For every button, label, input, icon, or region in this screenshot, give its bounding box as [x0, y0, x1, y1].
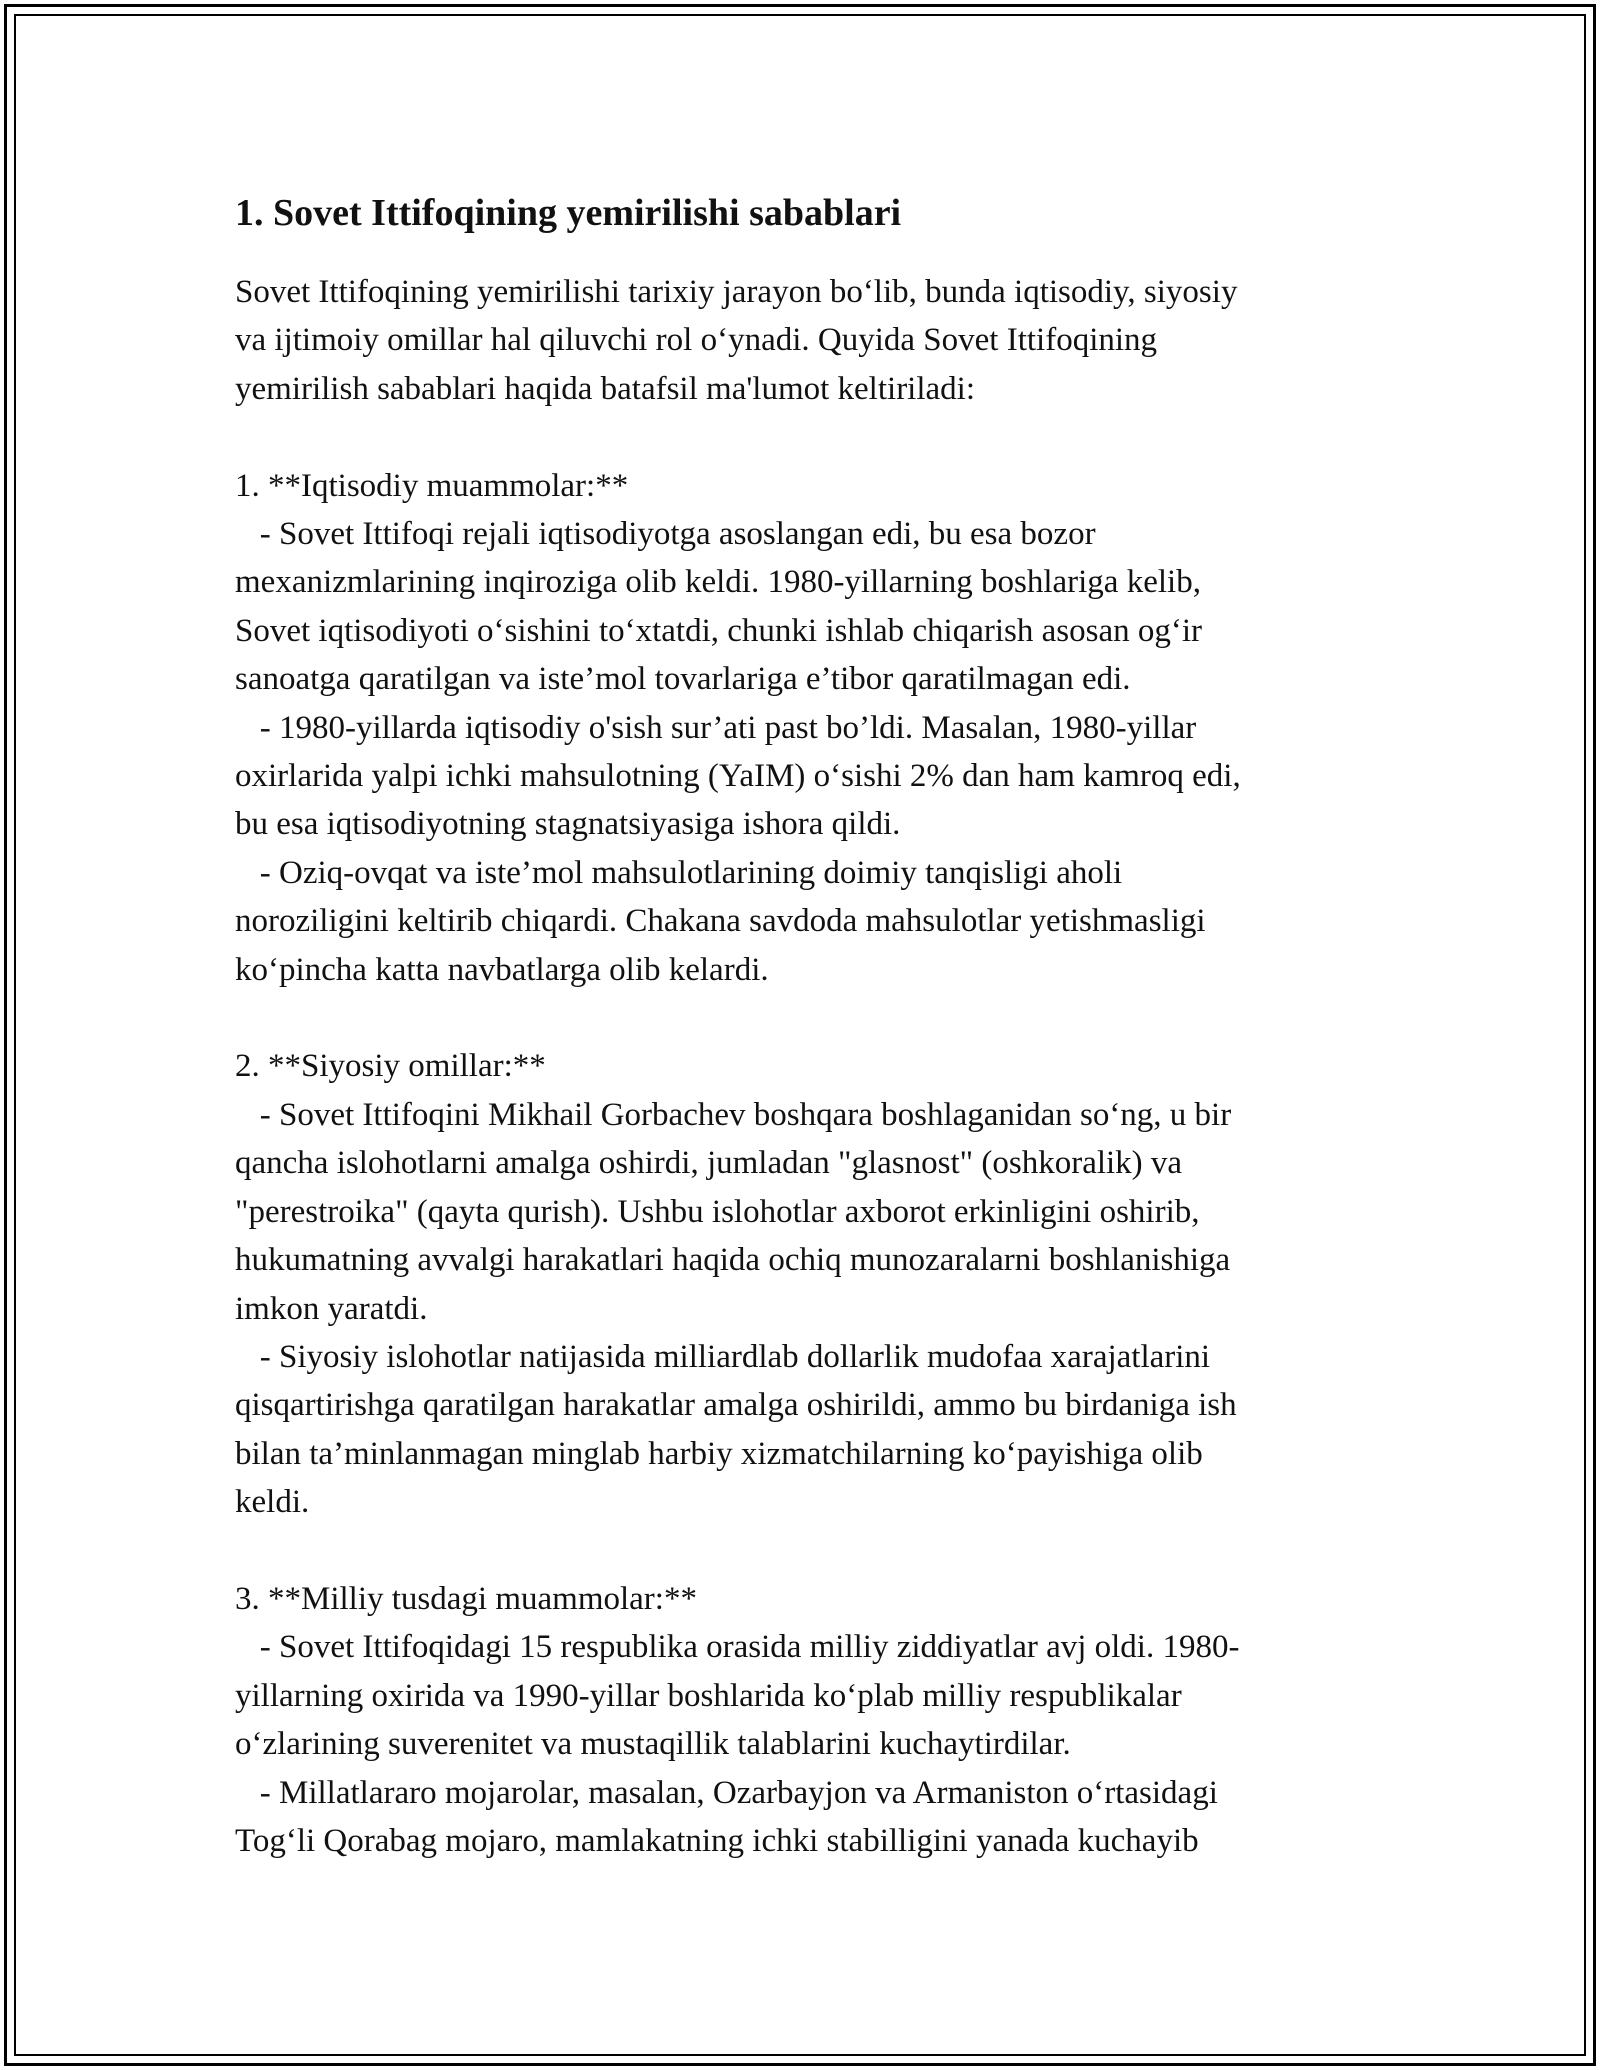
text-line: - Oziq-ovqat va iste’mol mahsulotlarining doimiy tanqisligi aholi — [235, 854, 1123, 891]
text-line: "perestroika" (qayta qurish). Ushbu islohotlar axborot erkinligini oshirib, — [235, 1193, 1200, 1230]
text-line: keldi. — [235, 1484, 310, 1521]
text-line: 1. **Iqtisodiy muammolar:** — [235, 467, 629, 504]
blank-line — [235, 413, 1365, 461]
text-line: oxirlarida yalpi ichki mahsulotning (YaIM) o‘sishi 2% dan ham kamroq edi, — [235, 758, 1241, 795]
text-line: ko‘pincha katta navbatlarga olib kelardi. — [235, 951, 769, 988]
text-line: - 1980-yillarda iqtisodiy o'sish sur’ati past bo’ldi. Masalan, 1980-yillar — [235, 709, 1197, 746]
text-line: Tog‘li Qorabag mojaro, mamlakatning ichki stabilligini yanada kuchayib — [235, 1822, 1199, 1859]
text-line: - Millatlararo mojarolar, masalan, Ozarbayjon va Armaniston o‘rtasidagi — [235, 1774, 1218, 1811]
text-line: - Sovet Ittifoqi rejali iqtisodiyotga asoslangan edi, bu esa bozor — [235, 516, 1096, 553]
text-line: mexanizmlarining inqiroziga olib keldi. 1980-yillarning boshlariga kelib, — [235, 564, 1201, 601]
document-title: 1. Sovet Ittifoqining yemirilishi sabablari — [235, 192, 902, 234]
text-line: yillarning oxirida va 1990-yillar boshlarida ko‘plab milliy respublikalar — [235, 1677, 1182, 1714]
blank-line — [235, 1527, 1365, 1575]
text-line: 3. **Milliy tusdagi muammolar:** — [235, 1580, 697, 1617]
blank-line — [235, 994, 1365, 1042]
text-line: bu esa iqtisodiyotning stagnatsiyasiga ishora qildi. — [235, 806, 901, 843]
text-line: yemirilish sabablari haqida batafsil ma'lumot keltiriladi: — [235, 370, 976, 407]
text-line: noroziligini keltirib chiqardi. Chakana savdoda mahsulotlar yetishmasligi — [235, 903, 1206, 940]
text-line: 2. **Siyosiy omillar:** — [235, 1048, 546, 1085]
document-text — [235, 268, 1365, 1865]
text-line: o‘zlarining suverenitet va mustaqillik talablarini kuchaytirdilar. — [235, 1726, 1071, 1763]
text-line: bilan ta’minlanmagan minglab harbiy xizmatchilarning ko‘payishiga olib — [235, 1435, 1203, 1472]
text-line: Sovet iqtisodiyoti o‘sishini to‘xtatdi, chunki ishlab chiqarish asosan og‘ir — [235, 612, 1202, 649]
text-line: - Sovet Ittifoqini Mikhail Gorbachev boshqara boshlaganidan so‘ng, u bir — [235, 1096, 1232, 1133]
text-line: imkon yaratdi. — [235, 1290, 428, 1327]
document-body — [235, 188, 1365, 1865]
text-line: qancha islohotlarni amalga oshirdi, jumladan "glasnost" (oshkoralik) va — [235, 1145, 1183, 1182]
text-line: hukumatning avvalgi harakatlari haqida ochiq munozaralarni boshlanishiga — [235, 1242, 1231, 1279]
text-line: Sovet Ittifoqining yemirilishi tarixiy jarayon bo‘lib, bunda iqtisodiy, siyosiy — [235, 274, 1238, 310]
text-line: sanoatga qaratilgan va iste’mol tovarlariga e’tibor qaratilmagan edi. — [235, 661, 1131, 698]
text-line: - Sovet Ittifoqidagi 15 respublika orasida milliy ziddiyatlar avj oldi. 1980- — [235, 1629, 1240, 1666]
text-line: va ijtimoiy omillar hal qiluvchi rol o‘ynadi. Quyida Sovet Ittifoqining — [235, 322, 1158, 359]
text-line: qisqartirishga qaratilgan harakatlar amalga oshirildi, ammo bu birdaniga ish — [235, 1387, 1237, 1424]
text-line: - Siyosiy islohotlar natijasida milliardlab dollarlik mudofaa xarajatlarini — [235, 1338, 1211, 1375]
